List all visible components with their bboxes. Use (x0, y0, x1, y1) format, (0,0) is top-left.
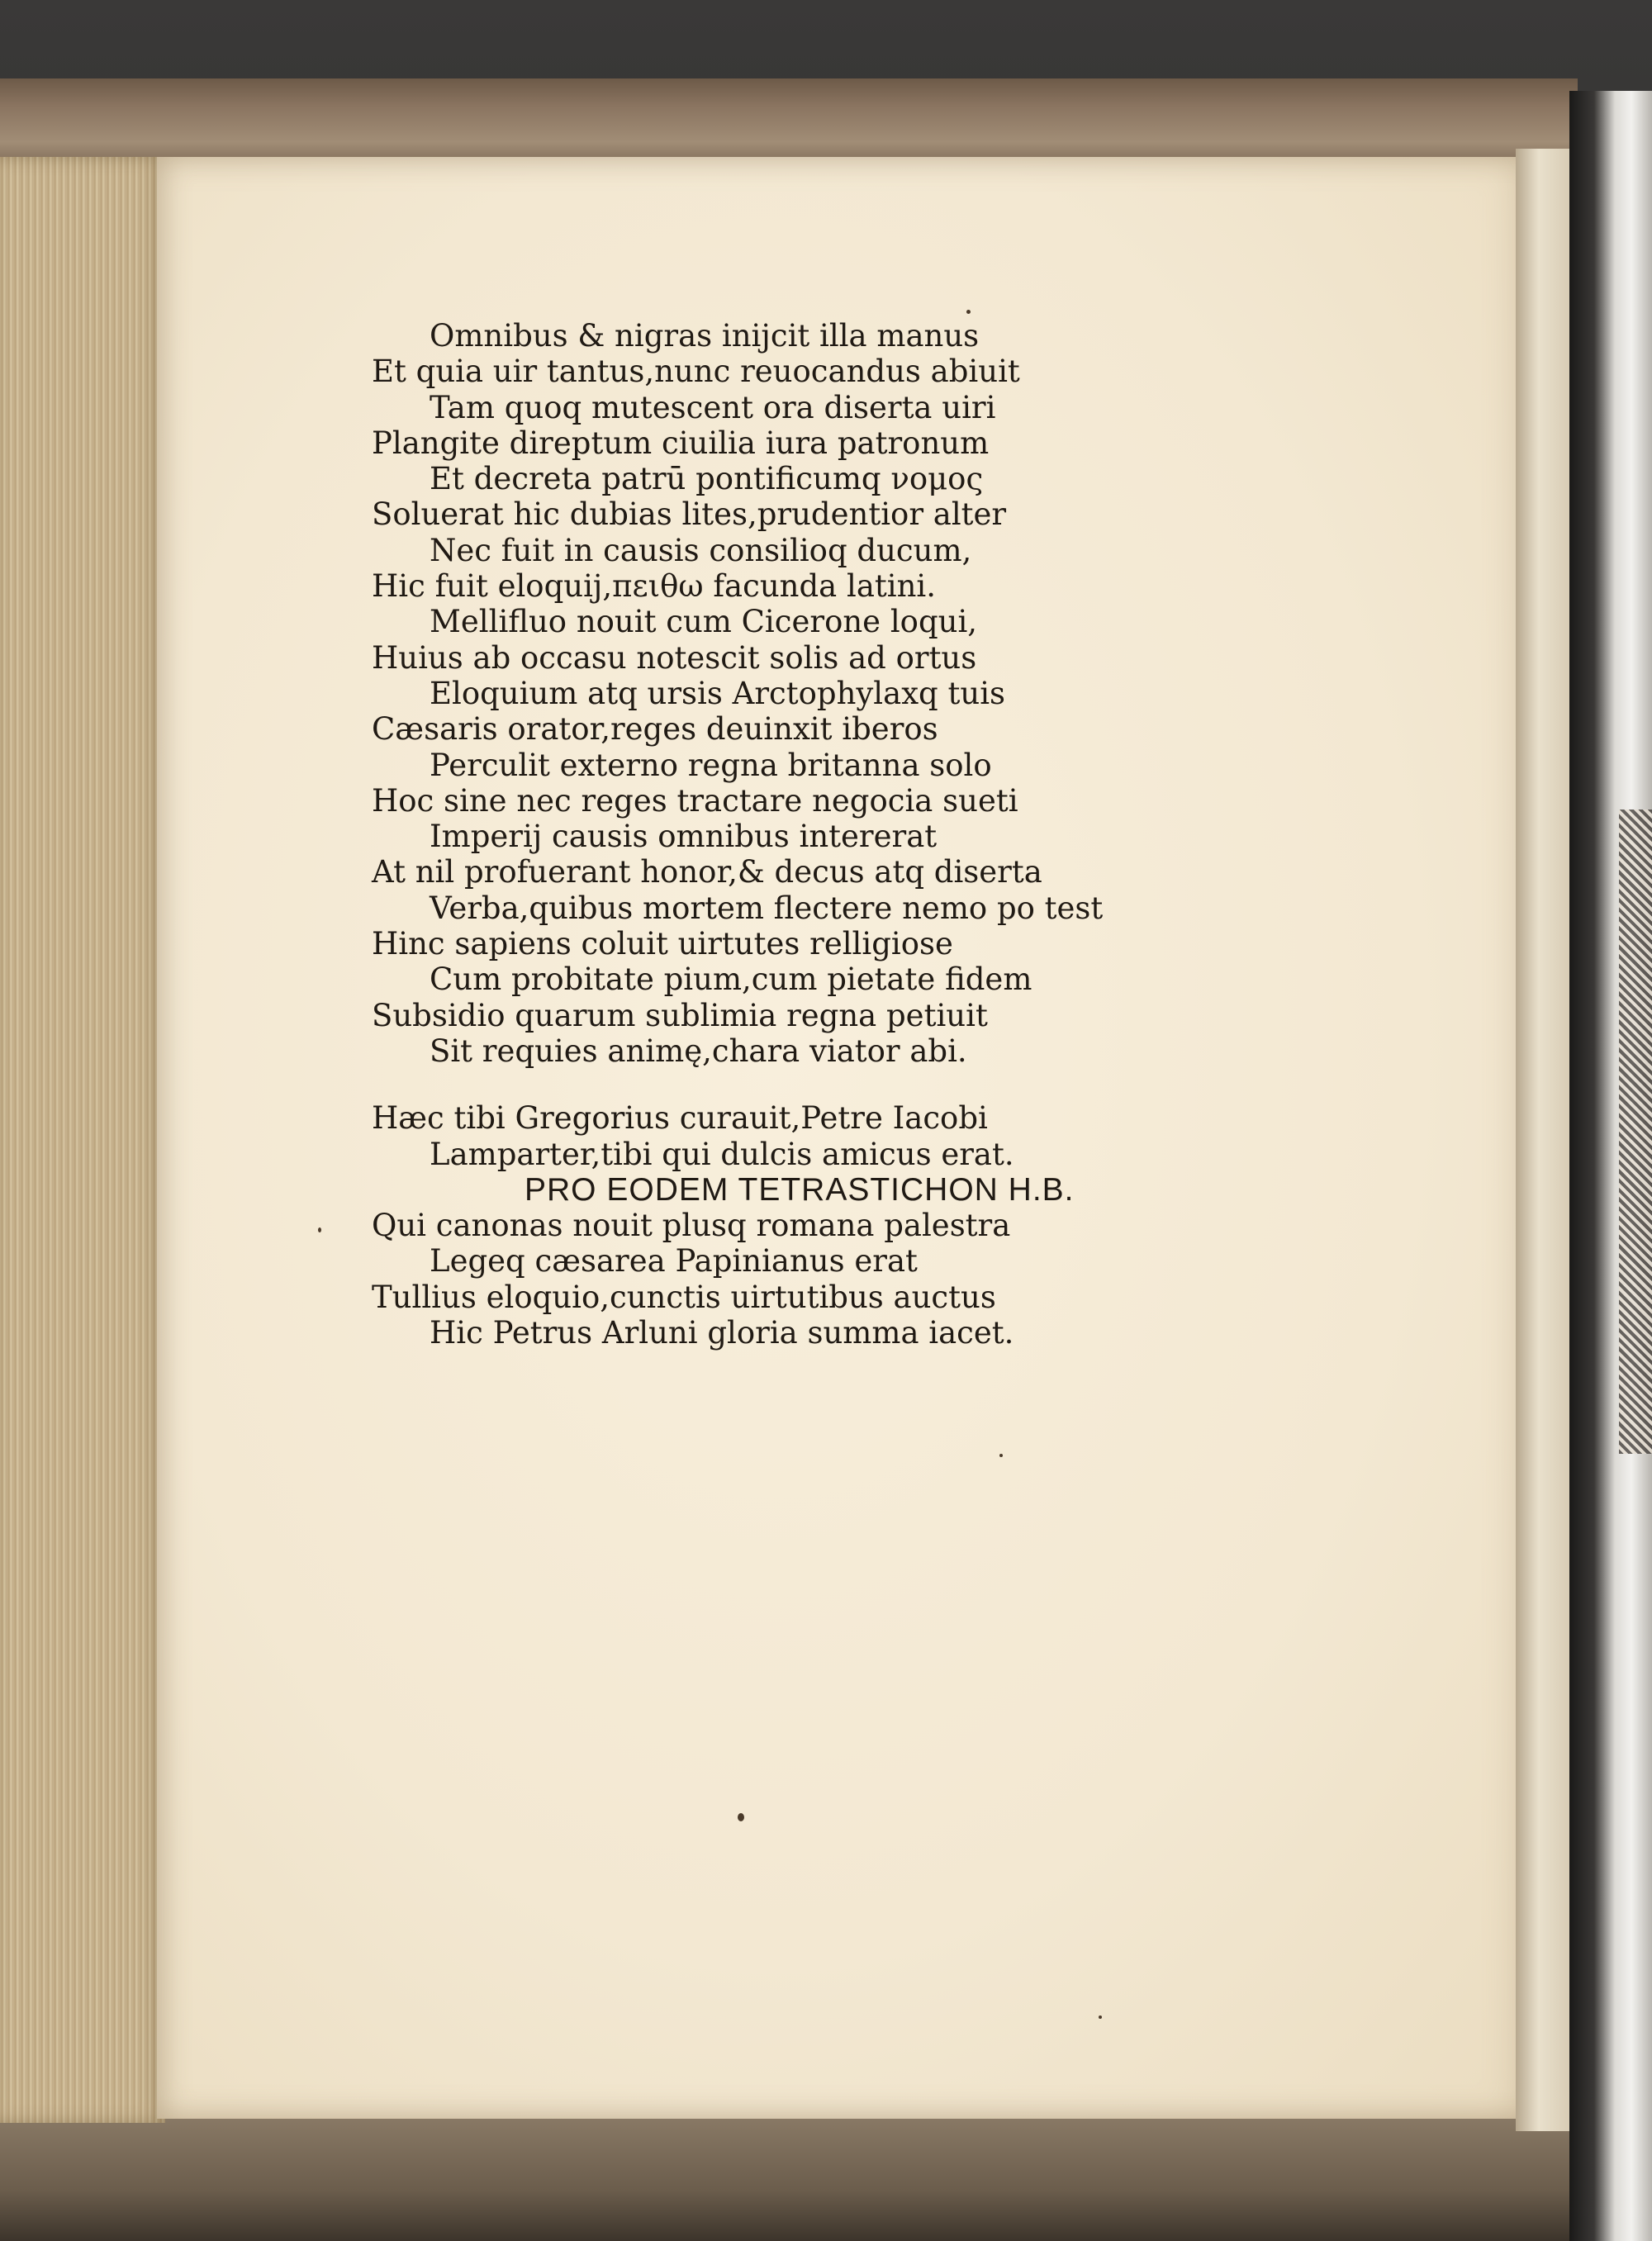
verse-line: Hic Petrus Arluni gloria summa iacet. (430, 1315, 1014, 1351)
book-bottom-edge (0, 2115, 1578, 2241)
ink-speck (318, 1227, 321, 1232)
woodcut-illustration-fragment (1619, 810, 1652, 1454)
verse-line: Hic fuit eloquij,πειθω facunda latini. (372, 568, 937, 605)
verse-line: Cæsaris orator,reges deuinxit iberos (372, 711, 938, 748)
ink-speck (966, 310, 971, 314)
ink-speck (1099, 2015, 1102, 2019)
verse-line: Omnibus & nigras inijcit illa manus (430, 318, 980, 354)
dedication-verses (372, 1100, 1198, 1172)
verse-line: Sit requies animę,chara viator abi. (430, 1033, 967, 1069)
verse-line: Nec fuit in causis consilioq ducum, (430, 532, 972, 568)
book-top-edge (0, 78, 1578, 169)
verse-line: Verba,quibus mortem flectere nemo po test (430, 890, 1104, 926)
verse-line: Mellifluo nouit cum Cicerone loqui, (430, 604, 978, 640)
verse-line: Eloquium atq ursis Arctophylaxq tuis (430, 675, 1006, 711)
tetrastichon-verses (372, 1208, 1198, 1351)
verse-line: Hinc sapiens coluit uirtutes relligiose (372, 926, 953, 962)
ink-speck (738, 1813, 744, 1821)
verse-line: Huius ab occasu notescit solis ad ortus (372, 639, 977, 676)
verse-line: Et quia uir tantus,nunc reuocandus abiuit (372, 354, 1020, 390)
verse-line: Et decreta patrū pontificumq νομος (430, 461, 984, 497)
verse-line: Legeq cæsarea Papinianus erat (430, 1243, 918, 1280)
ink-speck (999, 1454, 1003, 1457)
page-stack-edge (0, 157, 165, 2123)
verse-line: At nil profuerant honor,& decus atq diserta (372, 854, 1042, 890)
verse-line: Cum probitate pium,cum pietate fidem (430, 961, 1032, 998)
verse-line: Hoc sine nec reges tractare negocia sueti (372, 782, 1018, 819)
verse-line: Subsidio quarum sublimia regna petiuit (372, 997, 988, 1033)
epitaph-verses (372, 318, 1198, 1069)
stanza-gap (372, 1069, 1198, 1100)
verse-line: Soluerat hic dubias lites,prudentior alter (372, 496, 1007, 533)
verse-line: Tam quoq mutescent ora diserta uiri (430, 389, 996, 425)
verse-line: Tullius eloquio,cunctis uirtutibus auctus (372, 1279, 996, 1315)
page-gutter (1516, 149, 1574, 2131)
verse-line: Qui canonas nouit plusq romana palestra (372, 1208, 1011, 1244)
verse-line: Imperij causis omnibus intererat (430, 819, 938, 855)
section-heading: PRO EODEM TETRASTICHON H.B. (525, 1171, 1075, 1208)
poem-text-block (372, 318, 1198, 1351)
verse-line: Perculit externo regna britanna solo (430, 747, 992, 783)
verse-line: Hæc tibi Gregorius curauit,Petre Iacobi (372, 1100, 988, 1137)
verse-line: Lamparter,tibi qui dulcis amicus erat. (430, 1136, 1014, 1172)
verse-line: Plangite direptum ciuilia iura patronum (372, 425, 990, 461)
